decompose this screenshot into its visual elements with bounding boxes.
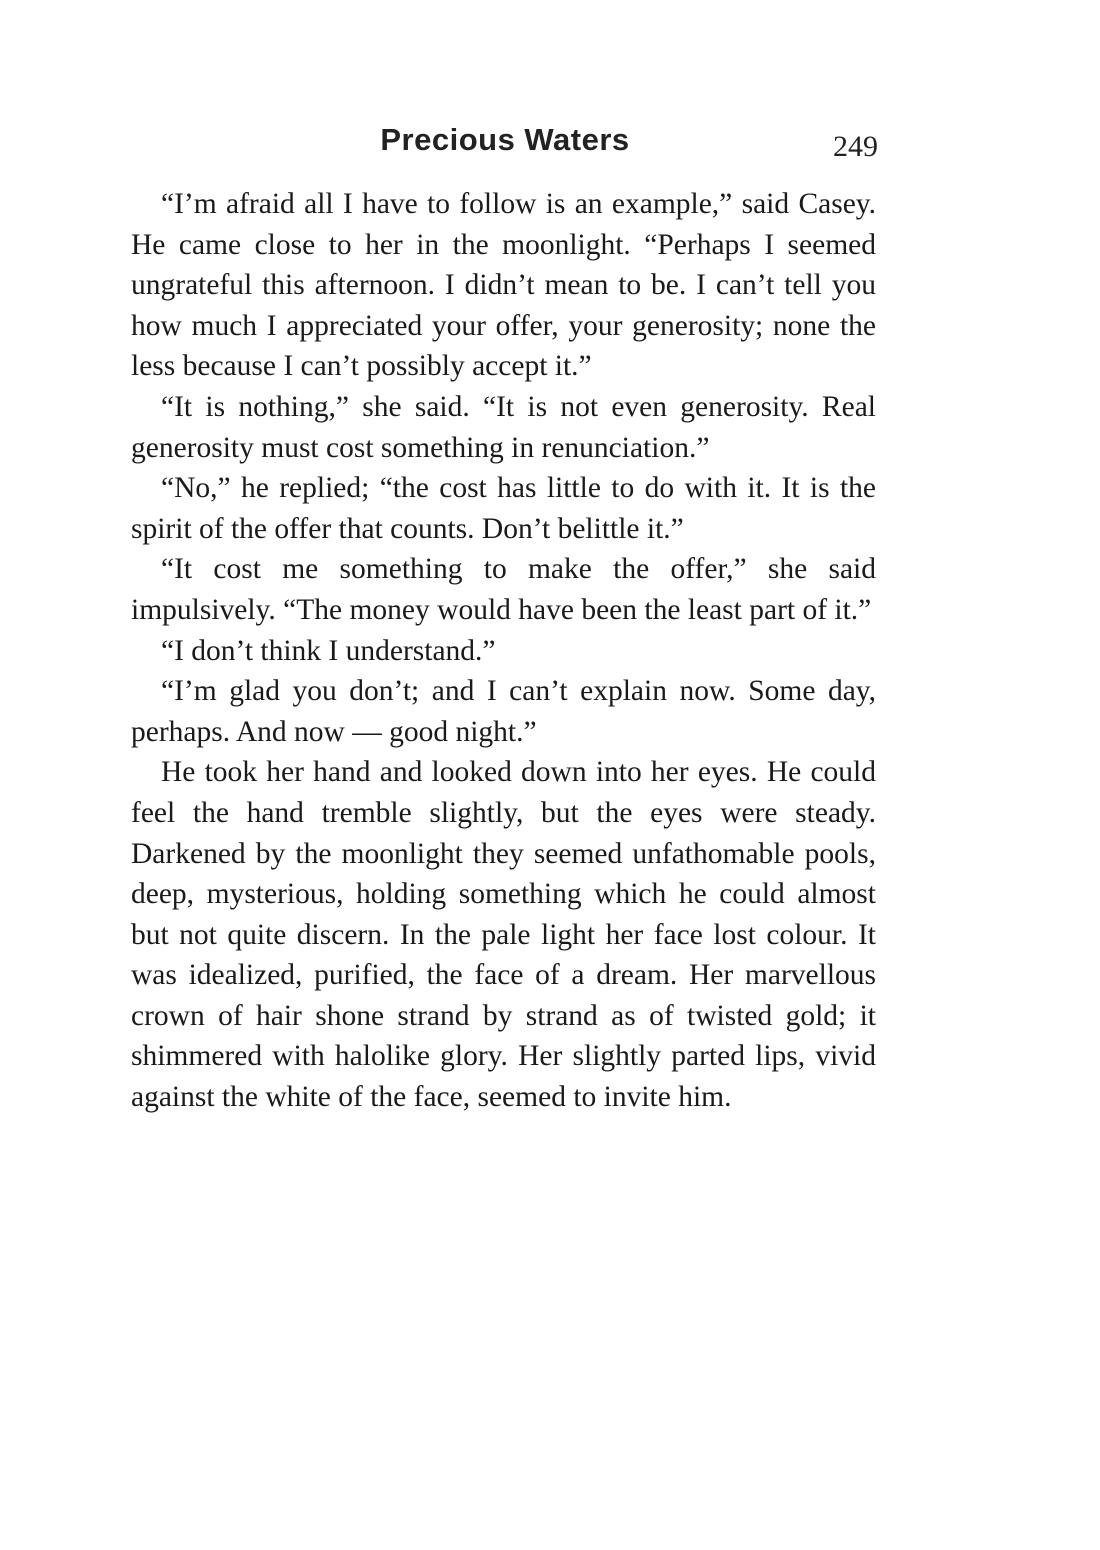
paragraph: “No,” he replied; “the cost has little to do with it. It is the spirit of the offer that counts. Don’t belittle it.” (131, 472, 876, 545)
paragraph: “It cost me something to make the offer,” she said impulsively. “The money would have been the least part of it.” (131, 553, 876, 626)
paragraph: “It is nothing,” she said. “It is not even generosity. Real generosity must cost something in renunciation.” (131, 390, 876, 464)
page-title: Precious Waters (380, 122, 630, 157)
running-head (130, 122, 880, 172)
paragraph: “I don’t think I understand.” (161, 634, 496, 667)
paragraph: “I’m glad you don’t; and I can’t explain now. Some day, perhaps. And now — good night.” (131, 675, 876, 748)
paragraph: “I’m afraid all I have to follow is an example,” said Casey. He came close to her in the moonlight. “Perhaps I seemed ungrateful this afternoon. I didn’t mean to be. I can’t tell you how much I appreciated your offer, your generosity; none the less because I can’t possibly accept it.” (131, 188, 876, 383)
body-text (131, 184, 876, 1118)
paragraph: He took her hand and looked down into her eyes. He could feel the hand tremble slightly, but the eyes were steady. Darkened by the moonlight they seemed unfathomable pools, deep, mysterious, holding something which he could almost but not quite discern. In the pale light her face lost colour. It was idealized, purified, the face of a dream. Her marvellous crown of hair shone strand by strand as of twisted gold; it shimmered with halolike glory. Her slightly parted lips, vivid against the white of the face, seemed to invite him. (131, 756, 876, 1114)
page-number: 249 (833, 130, 878, 163)
